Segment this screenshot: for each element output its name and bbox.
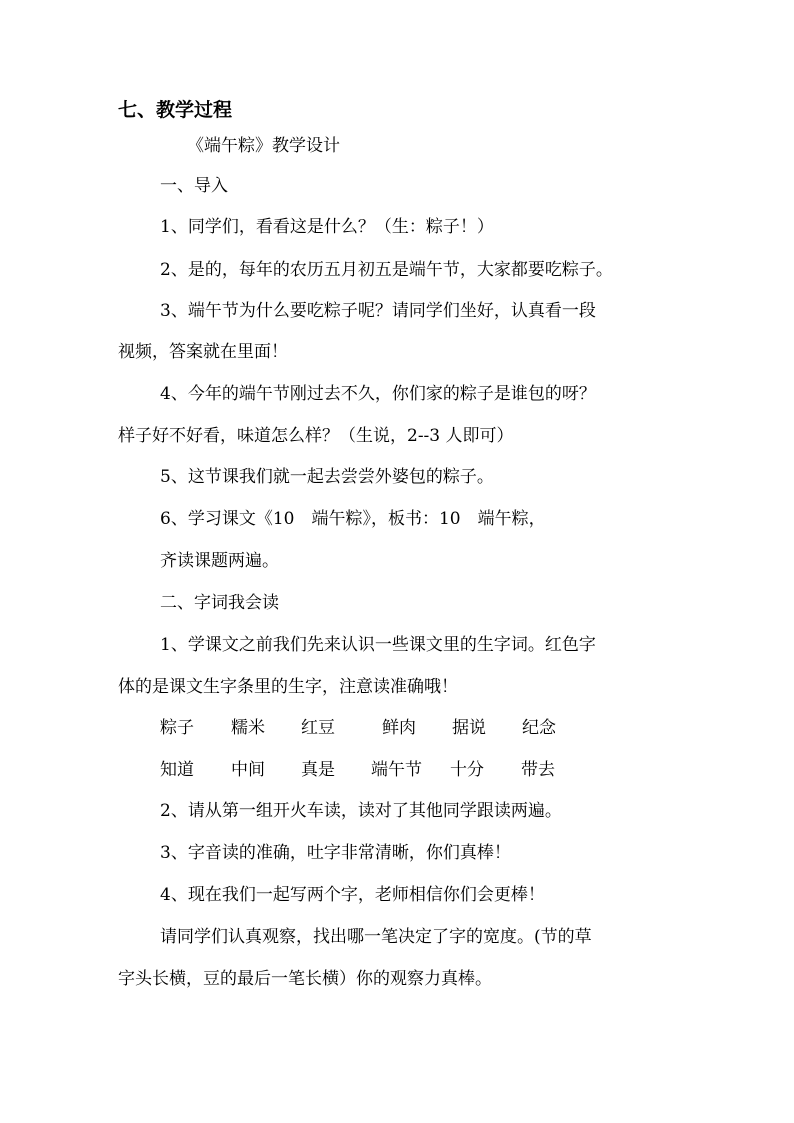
vocab-word: 十分: [450, 760, 484, 780]
vocab-word: 鲜肉: [382, 718, 416, 738]
vocab-row-2: [160, 759, 680, 781]
vocab-word: 糯米: [231, 718, 265, 738]
paragraph: 1、同学们，看看这是什么？（生：粽子！）: [160, 217, 494, 237]
section-heading: 七、教学过程: [118, 99, 233, 121]
part1-heading: 一、导入: [160, 176, 228, 196]
paragraph-continuation: 样子好不好看，味道怎么样？（生说，2--3 人即可）: [118, 426, 514, 446]
paragraph: 4、现在我们一起写两个字，老师相信你们会更棒！: [160, 885, 545, 905]
paragraph: 请同学们认真观察，找出哪一笔决定了字的宽度。(节的草: [160, 927, 592, 947]
paragraph: 1、学课文之前我们先来认识一些课文里的生字词。红色字: [160, 635, 596, 655]
paragraph: 2、是的，每年的农历五月初五是端午节，大家都要吃粽子。: [160, 260, 613, 280]
vocab-word: 据说: [452, 718, 486, 738]
paragraph: 6、学习课文《10 端午粽》，板书：10 端午粽，: [160, 509, 546, 529]
vocab-word: 纪念: [522, 718, 556, 738]
paragraph-continuation: 齐读课题两遍。: [160, 551, 279, 571]
vocab-word: 带去: [521, 760, 555, 780]
paragraph: 4、今年的端午节刚过去不久，你们家的粽子是谁包的呀？: [160, 384, 596, 404]
vocab-word: 红豆: [301, 718, 335, 738]
vocab-row-1: [160, 717, 680, 739]
paragraph: 5、这节课我们就一起去尝尝外婆包的粽子。: [160, 467, 494, 487]
paragraph: 2、请从第一组开火车读，读对了其他同学跟读两遍。: [160, 801, 562, 821]
vocab-word: 中间: [231, 760, 265, 780]
paragraph-continuation: 视频，答案就在里面！: [118, 342, 288, 362]
vocab-word: 知道: [160, 760, 194, 780]
paragraph-continuation: 体的是课文生字条里的生字，注意读准确哦！: [118, 677, 458, 697]
paragraph-continuation: 字头长横，豆的最后一笔长横）你的观察力真棒。: [118, 969, 492, 989]
paragraph: 3、字音读的准确，吐字非常清晰，你们真棒！: [160, 843, 511, 863]
vocab-word: 粽子: [160, 718, 194, 738]
vocab-word: 端午节: [371, 760, 422, 780]
document-title: 《端午粽》教学设计: [187, 136, 340, 156]
vocab-word: 真是: [301, 760, 335, 780]
part2-heading: 二、字词我会读: [160, 593, 279, 613]
paragraph: 3、端午节为什么要吃粽子呢？请同学们坐好，认真看一段: [160, 301, 596, 321]
